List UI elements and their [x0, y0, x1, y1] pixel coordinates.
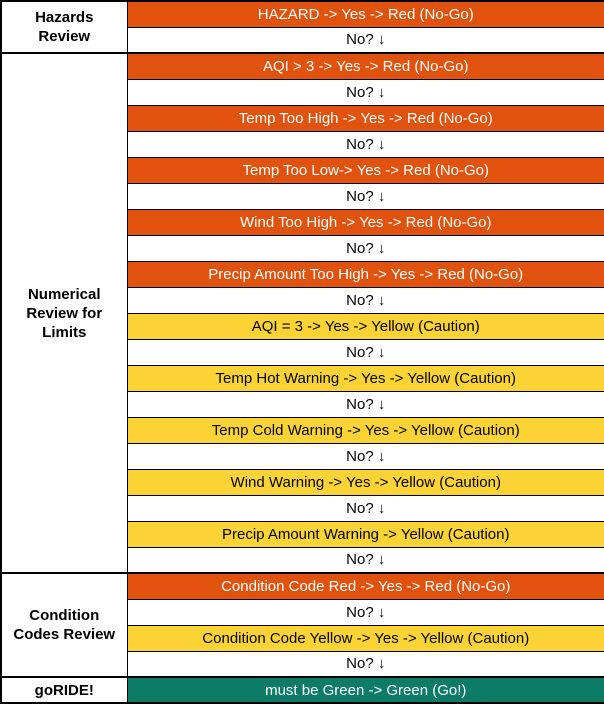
no-step-cell: No? ↓ [127, 443, 604, 469]
rule-cell: HAZARD -> Yes -> Red (No-Go) [127, 1, 604, 27]
rule-cell: Wind Warning -> Yes -> Yellow (Caution) [127, 469, 604, 495]
section-label-hazards-review: Hazards Review [1, 1, 127, 53]
rule-cell: Temp Too High -> Yes -> Red (No-Go) [127, 105, 604, 131]
rule-cell: Temp Cold Warning -> Yes -> Yellow (Caution) [127, 417, 604, 443]
no-step-cell: No? ↓ [127, 599, 604, 625]
no-step-cell: No? ↓ [127, 495, 604, 521]
no-step-cell: No? ↓ [127, 339, 604, 365]
no-step-cell: No? ↓ [127, 79, 604, 105]
rule-cell: Condition Code Yellow -> Yes -> Yellow (Caution) [127, 625, 604, 651]
no-step-cell: No? ↓ [127, 131, 604, 157]
section-label-condition-codes-review: Condition Codes Review [1, 573, 127, 677]
rule-cell: Precip Amount Too High -> Yes -> Red (No-Go) [127, 261, 604, 287]
no-step-cell: No? ↓ [127, 183, 604, 209]
rule-cell: Temp Too Low-> Yes -> Red (No-Go) [127, 157, 604, 183]
section-label-numerical-review: Numerical Review for Limits [1, 53, 127, 573]
no-step-cell: No? ↓ [127, 547, 604, 573]
rule-cell: Condition Code Red -> Yes -> Red (No-Go) [127, 573, 604, 599]
rule-cell: Wind Too High -> Yes -> Red (No-Go) [127, 209, 604, 235]
no-step-cell: No? ↓ [127, 391, 604, 417]
rule-cell: AQI = 3 -> Yes -> Yellow (Caution) [127, 313, 604, 339]
no-step-cell: No? ↓ [127, 235, 604, 261]
rule-cell: Temp Hot Warning -> Yes -> Yellow (Caution) [127, 365, 604, 391]
section-label-goride: goRIDE! [1, 677, 127, 703]
rule-cell: AQI > 3 -> Yes -> Red (No-Go) [127, 53, 604, 79]
no-step-cell: No? ↓ [127, 287, 604, 313]
rule-cell: Precip Amount Warning -> Yellow (Caution) [127, 521, 604, 547]
no-step-cell: No? ↓ [127, 651, 604, 677]
go-cell: must be Green -> Green (Go!) [127, 677, 604, 703]
no-step-cell: No? ↓ [127, 27, 604, 53]
